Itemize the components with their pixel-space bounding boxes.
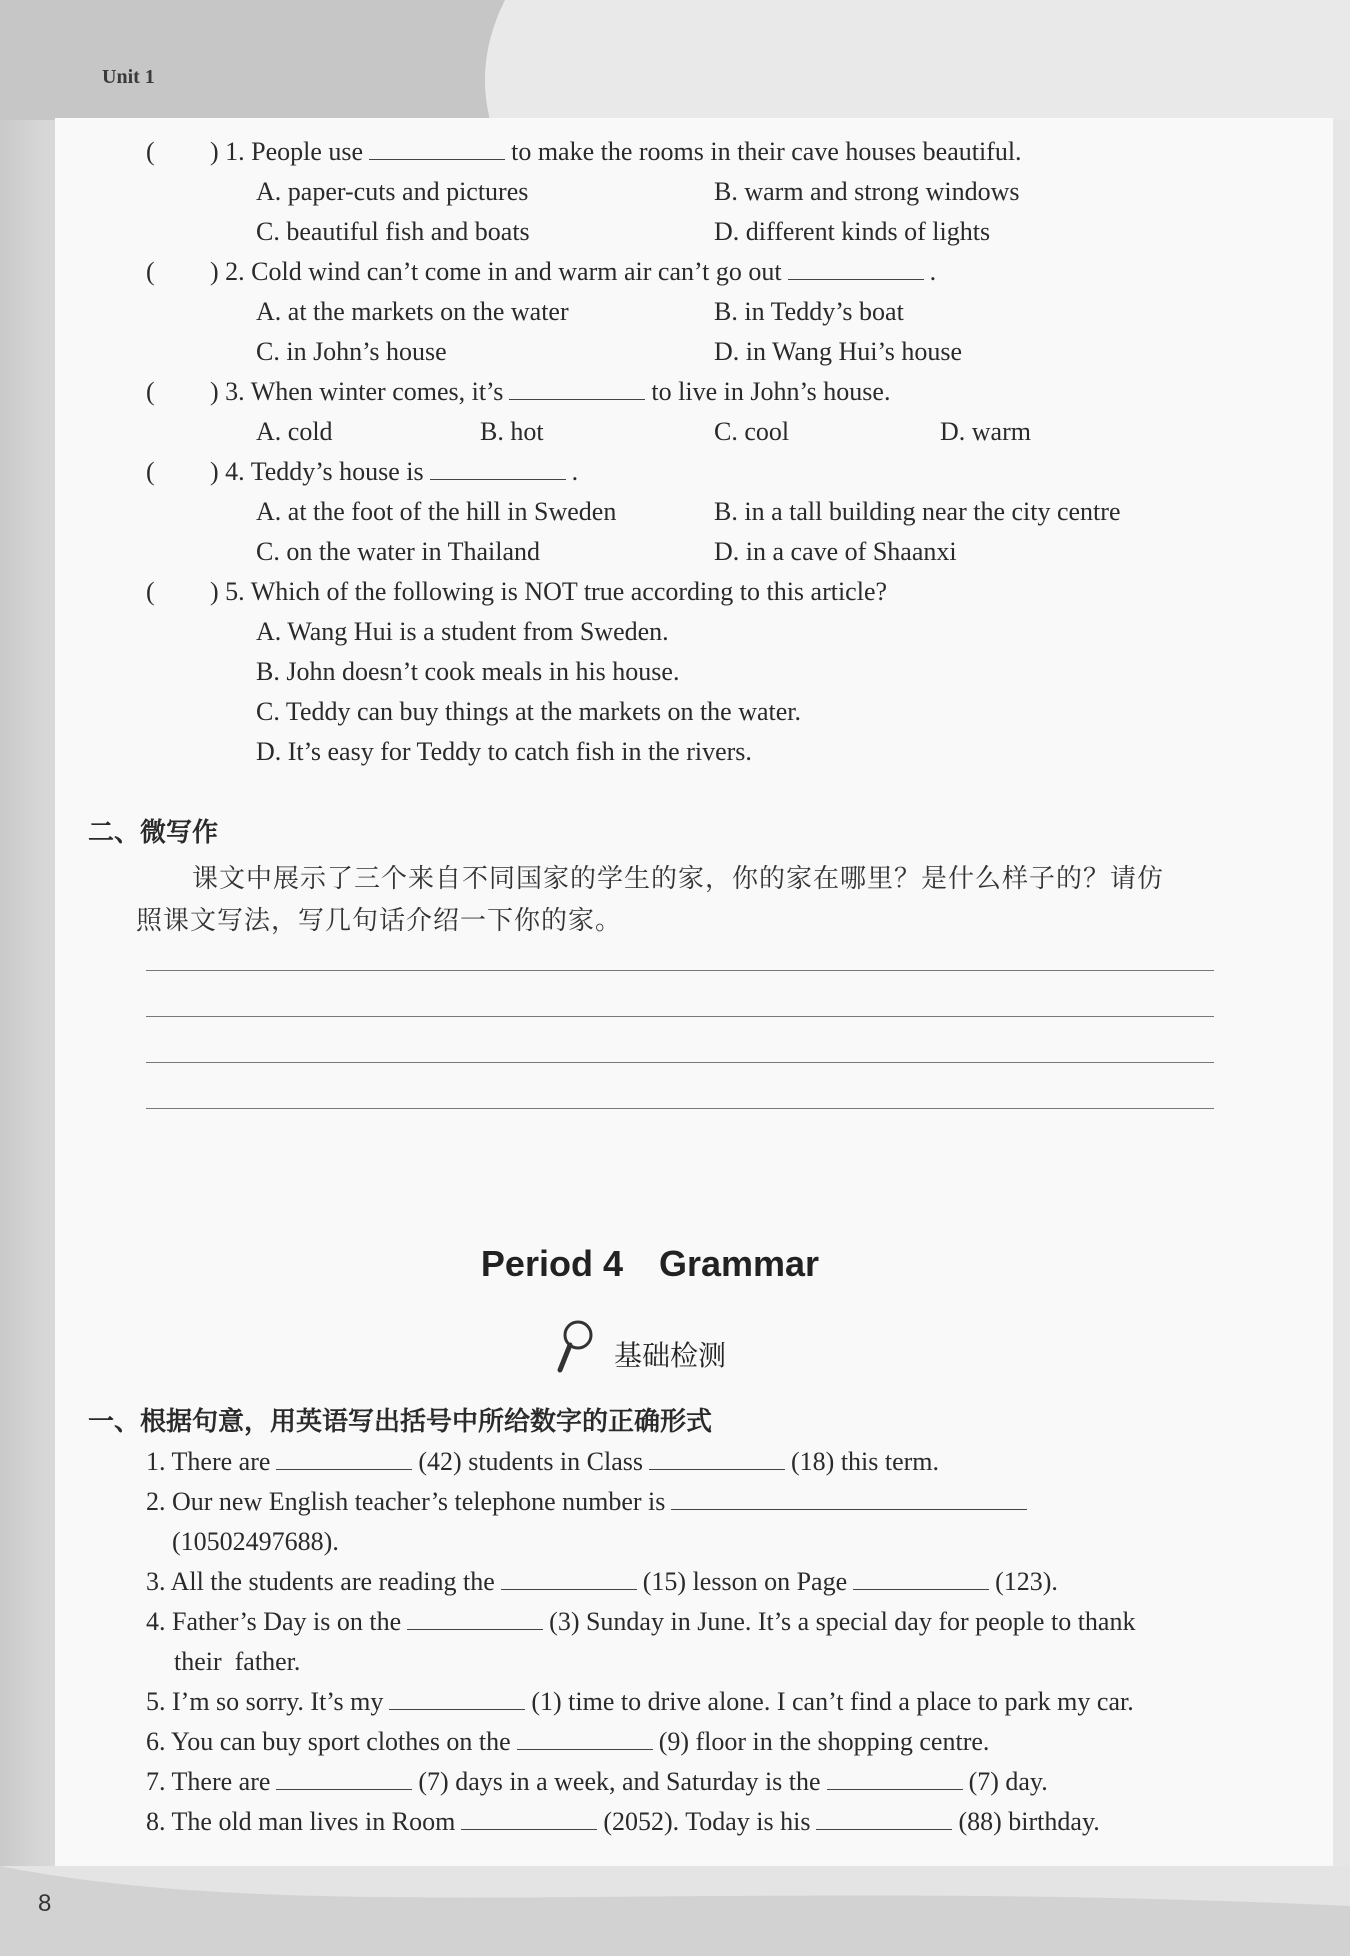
answer-blank[interactable] — [671, 1487, 1027, 1510]
writing-prompt-line-2: 照课文写法，写几句话介绍一下你的家。 — [136, 906, 623, 936]
answer-blank[interactable] — [501, 1567, 637, 1590]
option-d: D. in Wang Hui’s house — [714, 337, 963, 366]
option-a: A. at the foot of the hill in Sweden — [256, 497, 617, 526]
unit-label: Unit 1 — [102, 66, 155, 88]
grammar-item-2-continuation: (10502497688). — [172, 1527, 339, 1556]
option-c: C. beautiful fish and boats — [256, 217, 530, 246]
question-stem: ) 3. When winter comes, it’s to live in John’s house. — [210, 377, 891, 406]
answer-blank[interactable] — [369, 137, 505, 160]
answer-blank[interactable] — [509, 377, 645, 400]
option-c: C. cool — [714, 417, 790, 446]
grammar-item-4-continuation: their father. — [174, 1647, 301, 1676]
magnifier-icon — [556, 1318, 596, 1374]
answer-paren[interactable]: ( — [146, 377, 155, 406]
writing-line[interactable] — [146, 970, 1214, 971]
header-band — [0, 0, 1350, 120]
grammar-item-4: 4. Father’s Day is on the (3) Sunday in June. It’s a special day for people to thank — [146, 1607, 1136, 1636]
question-stem: ) 5. Which of the following is NOT true according to this article? — [210, 577, 888, 606]
option-c: C. on the water in Thailand — [256, 537, 541, 566]
option-a: A. cold — [256, 417, 333, 446]
option-a: A. at the markets on the water — [256, 297, 569, 326]
grammar-heading: 一、根据句意，用英语写出括号中所给数字的正确形式 — [88, 1407, 713, 1437]
answer-blank[interactable] — [816, 1807, 952, 1830]
option-d: D. in a cave of Shaanxi — [714, 537, 957, 566]
option-b: B. John doesn’t cook meals in his house. — [256, 657, 680, 686]
grammar-item-2: 2. Our new English teacher’s telephone number is — [146, 1487, 1033, 1517]
grammar-item-6: 6. You can buy sport clothes on the (9) floor in the shopping centre. — [146, 1727, 990, 1756]
option-a: A. Wang Hui is a student from Sweden. — [256, 617, 669, 646]
answer-blank[interactable] — [407, 1607, 543, 1630]
answer-blank[interactable] — [389, 1687, 525, 1710]
answer-blank[interactable] — [827, 1767, 963, 1790]
answer-blank[interactable] — [276, 1447, 412, 1470]
writing-line[interactable] — [146, 1108, 1214, 1109]
answer-blank[interactable] — [853, 1567, 989, 1590]
question-stem: ) 1. People use to make the rooms in their cave houses beautiful. — [210, 137, 1022, 166]
grammar-item-5: 5. I’m so sorry. It’s my (1) time to drive alone. I can’t find a place to park my car. — [146, 1687, 1134, 1716]
option-c: C. in John’s house — [256, 337, 447, 366]
answer-paren[interactable]: ( — [146, 457, 155, 486]
grammar-item-8: 8. The old man lives in Room (2052). Today is his (88) birthday. — [146, 1807, 1100, 1836]
question-stem: ) 4. Teddy’s house is . — [210, 457, 579, 486]
answer-paren[interactable]: ( — [146, 257, 155, 286]
option-d: D. different kinds of lights — [714, 217, 991, 246]
answer-blank[interactable] — [788, 257, 924, 280]
answer-paren[interactable]: ( — [146, 577, 155, 606]
grammar-item-3: 3. All the students are reading the (15) lesson on Page (123). — [146, 1567, 1058, 1596]
answer-blank[interactable] — [517, 1727, 653, 1750]
answer-blank[interactable] — [649, 1447, 785, 1470]
writing-prompt-line-1: 课文中展示了三个来自不同国家的学生的家，你的家在哪里？是什么样子的？请仿 — [192, 864, 1165, 894]
answer-paren[interactable]: ( — [146, 137, 155, 166]
option-b: B. in Teddy’s boat — [714, 297, 904, 326]
answer-blank[interactable] — [461, 1807, 597, 1830]
writing-line[interactable] — [146, 1062, 1214, 1063]
answer-blank[interactable] — [276, 1767, 412, 1790]
grammar-item-7: 7. There are (7) days in a week, and Saturday is the (7) day. — [146, 1767, 1048, 1796]
basic-check-label: 基础检测 — [614, 1339, 727, 1372]
option-a: A. paper-cuts and pictures — [256, 177, 529, 206]
footer-band — [0, 1866, 1350, 1956]
option-b: B. in a tall building near the city centre — [714, 497, 1121, 526]
question-stem: ) 2. Cold wind can’t come in and warm air can’t go out . — [210, 257, 937, 286]
page-number: 8 — [38, 1890, 52, 1917]
writing-line[interactable] — [146, 1016, 1214, 1017]
option-c: C. Teddy can buy things at the markets on the water. — [256, 697, 802, 726]
writing-heading: 二、微写作 — [88, 818, 219, 848]
answer-blank[interactable] — [430, 457, 566, 480]
period-title: Period 4 Grammar — [480, 1243, 820, 1284]
option-b: B. warm and strong windows — [714, 177, 1020, 206]
grammar-item-1: 1. There are (42) students in Class (18) this term. — [146, 1447, 940, 1476]
option-d: D. It’s easy for Teddy to catch fish in the rivers. — [256, 737, 752, 766]
option-d: D. warm — [940, 417, 1031, 446]
option-b: B. hot — [480, 417, 544, 446]
